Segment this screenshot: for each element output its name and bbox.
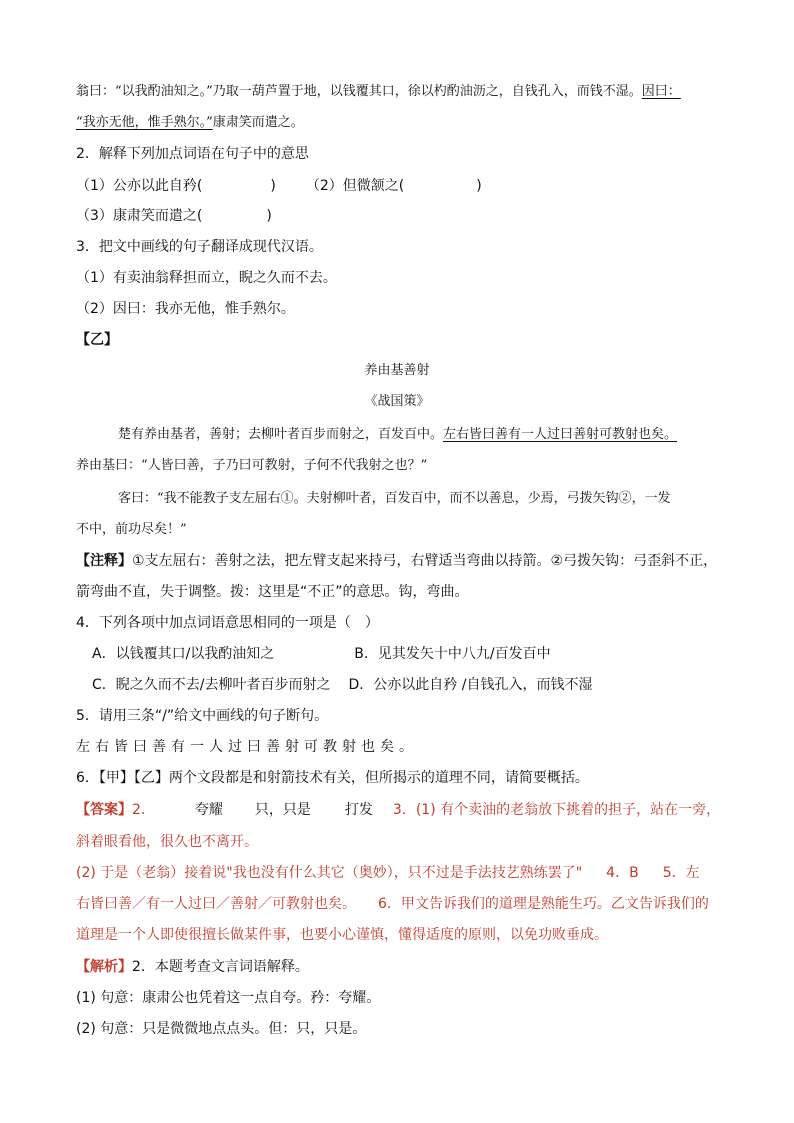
option-b[interactable]: B．见其发矢十中八九/百发百中: [354, 646, 551, 662]
passage-yi-line-2: 养由基曰：“人皆曰善，子乃曰可教射，子何不代我射之也？”: [76, 458, 428, 473]
question-5-stem: 5．请用三条“/”给文中画线的句子断句。: [76, 708, 329, 724]
question-4-stem: 4．下列各项中加点词语意思相同的一项是（ ）: [76, 615, 379, 631]
answer-line-4: 右皆曰善／有一人过曰／善射／可教射也矣。 6．甲文告诉我们的道理是熟能生巧。乙文告诉我们的: [76, 896, 709, 912]
option-a[interactable]: A．以钱覆其口/以我酌油知之: [92, 646, 275, 662]
question-2-row-1: （1）公亦以此自矜( ) （2）但微颔之( ): [76, 178, 482, 194]
passage-title: 养由基善射: [364, 363, 430, 378]
section-label-yi: 【乙】: [76, 332, 118, 348]
passage-source: 《战国策》: [364, 394, 430, 409]
answer-line-3: (2) 于是（老翁）接着说"我也没有什么其它（奥妙），只不过是手法技艺熟练罢了" 4．B 5．左: [76, 865, 700, 881]
analysis-line-2: (1) 句意：康肃公也凭着这一点自夸。矜：夸耀。: [76, 990, 381, 1006]
notes-line-2: 箭弯曲不直，失于调整。拨：这里是“不正”的意思。钩，弯曲。: [76, 584, 469, 600]
answer-line-5: 道理是一个人即使很擅长做某件事，也要小心谨慎，懂得适度的原则，以免功败垂成。: [76, 927, 608, 943]
analysis-line-3: (2) 句意：只是微微地点点头。但：只，只是。: [76, 1021, 367, 1037]
answer-line-2: 斜着眼看他，很久也不离开。: [76, 834, 258, 850]
question-3-item-2: （2）因曰：我亦无他，惟手熟尔。: [76, 301, 295, 317]
question-4-options-row-2: [92, 675, 592, 695]
notes-line-1: 【注释】①支左屈右：善射之法，把左臂支起来持弓，右臂适当弯曲以持箭。②弓拨矢钩：弓歪斜不正，: [76, 553, 718, 569]
question-2-row-2: （3）康肃笑而遣之( ): [76, 208, 272, 224]
passage-jia-line-2: “我亦无他，惟手熟尔。”康肃笑而遣之。: [76, 115, 304, 130]
question-5-sentence: 左右皆曰善有一人过曰善射可教射也矣。: [76, 739, 418, 755]
passage-jia-line-1: 翁曰：“以我酌油知之。”乃取一葫芦置于地，以钱覆其口，徐以杓酌油沥之，自钱孔入，而钱不湿。因曰：: [76, 84, 681, 99]
question-3-item-1: （1）有卖油翁释担而立，睨之久而不去。: [76, 270, 337, 286]
answer-line-1: 【答案】2． 夸耀 只，只是 打发 3．(1) 有个卖油的老翁放下挑着的担子，站在一旁，: [76, 802, 721, 818]
question-4-options-row-1: [92, 644, 551, 664]
question-2-stem: 2．解释下列加点词语在句子中的意思: [76, 146, 309, 162]
passage-yi-line-1: 楚有养由基者，善射；去柳叶者百步而射之，百发百中。左右皆曰善有一人过曰善射可教射也矣。: [118, 427, 678, 442]
option-d[interactable]: D．公亦以此自矜 /自钱孔入，而钱不湿: [348, 677, 593, 693]
passage-yi-line-3: 客曰：“我不能教子支左屈右①。夫射柳叶者，百发百中，而不以善息，少焉，弓拨矢钩②，一发: [118, 491, 671, 506]
analysis-line-1: 【解析】2．本题考查文言词语解释。: [76, 959, 309, 975]
passage-yi-line-4: 不中，前功尽矣！”: [76, 522, 187, 537]
question-3-stem: 3．把文中画线的句子翻译成现代汉语。: [76, 239, 323, 255]
question-6-stem: 6．【甲】【乙】两个文段都是和射箭技术有关，但所揭示的道理不同，请简要概括。: [76, 770, 589, 786]
option-c[interactable]: C．睨之久而不去/去柳叶者百步而射之: [92, 677, 331, 693]
